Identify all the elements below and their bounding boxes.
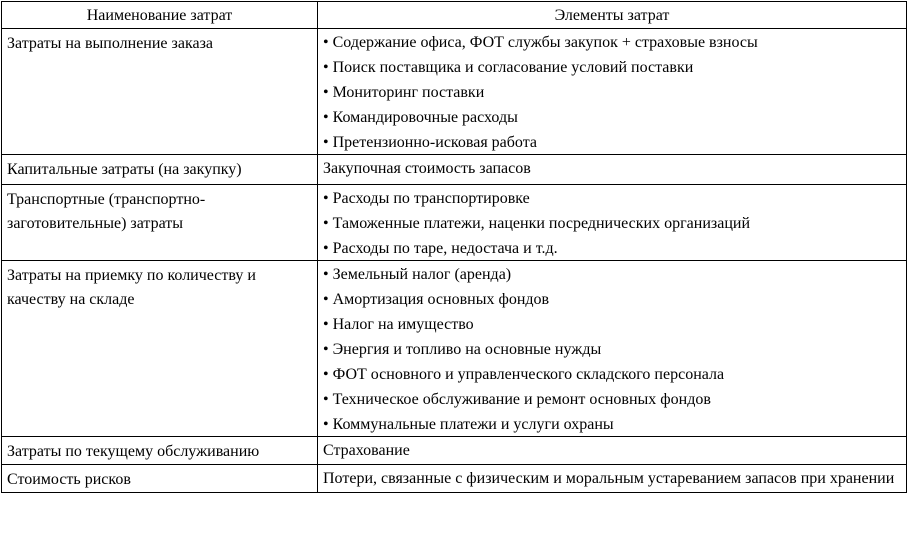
table-row (2, 29, 907, 155)
cost-name: Затраты на приемку по количеству и качеству на складе (7, 267, 256, 308)
cost-elements-cell (318, 29, 907, 155)
cost-element: • ФОТ основного и управленческого складского персонала (323, 366, 725, 383)
cost-element: • Амортизация основных фондов (323, 291, 550, 308)
cost-element: • Земельный налог (аренда) (323, 266, 512, 283)
cost-element: • Таможенные платежи, наценки посреднических организаций (323, 215, 750, 232)
table-row (2, 465, 907, 493)
cost-name: Капитальные затраты (на закупку) (7, 161, 242, 178)
cost-element: • Командировочные расходы (323, 109, 518, 126)
table-row (2, 185, 907, 261)
cost-element: Закупочная стоимость запасов (323, 160, 531, 177)
table-row (2, 437, 907, 465)
cost-name-cell (2, 465, 318, 493)
cost-elements-cell (318, 185, 907, 261)
cost-element: • Поиск поставщика и согласование условий поставки (323, 59, 694, 76)
header-cost-elements: Элементы затрат (318, 2, 907, 29)
costs-table (1, 1, 907, 493)
cost-element: • Энергия и топливо на основные нужды (323, 341, 602, 358)
cost-elements-cell (318, 465, 907, 493)
cost-element: Потери, связанные с физическим и моральным устареванием запасов при хранении (323, 470, 895, 487)
header-cost-name: Наименование затрат (2, 2, 318, 29)
cost-elements-cell (318, 155, 907, 185)
cost-element: • Техническое обслуживание и ремонт основных фондов (323, 391, 711, 408)
cost-element: • Расходы по транспортировке (323, 190, 530, 207)
cost-element: Страхование (323, 442, 410, 459)
cost-name-cell (2, 155, 318, 185)
cost-elements-cell (318, 437, 907, 465)
table-row (2, 261, 907, 437)
cost-elements-cell (318, 261, 907, 437)
cost-name-cell (2, 29, 318, 155)
cost-element: • Содержание офиса, ФОТ службы закупок + страховые взносы (323, 34, 758, 51)
cost-element: • Расходы по таре, недостача и т.д. (323, 240, 558, 257)
cost-name: Затраты на выполнение заказа (7, 35, 213, 52)
cost-name: Затраты по текущему обслуживанию (7, 443, 260, 460)
cost-element: • Претензионно-исковая работа (323, 134, 537, 151)
cost-element: • Мониторинг поставки (323, 84, 485, 101)
cost-name: Стоимость рисков (7, 471, 131, 488)
cost-name-cell (2, 261, 318, 437)
table-row (2, 155, 907, 185)
header-row (2, 2, 907, 29)
cost-name-cell (2, 185, 318, 261)
cost-name-cell (2, 437, 318, 465)
cost-name: Транспортные (транспортно-заготовительные) затраты (7, 191, 206, 232)
cost-element: • Налог на имущество (323, 316, 474, 333)
cost-element: • Коммунальные платежи и услуги охраны (323, 416, 614, 433)
